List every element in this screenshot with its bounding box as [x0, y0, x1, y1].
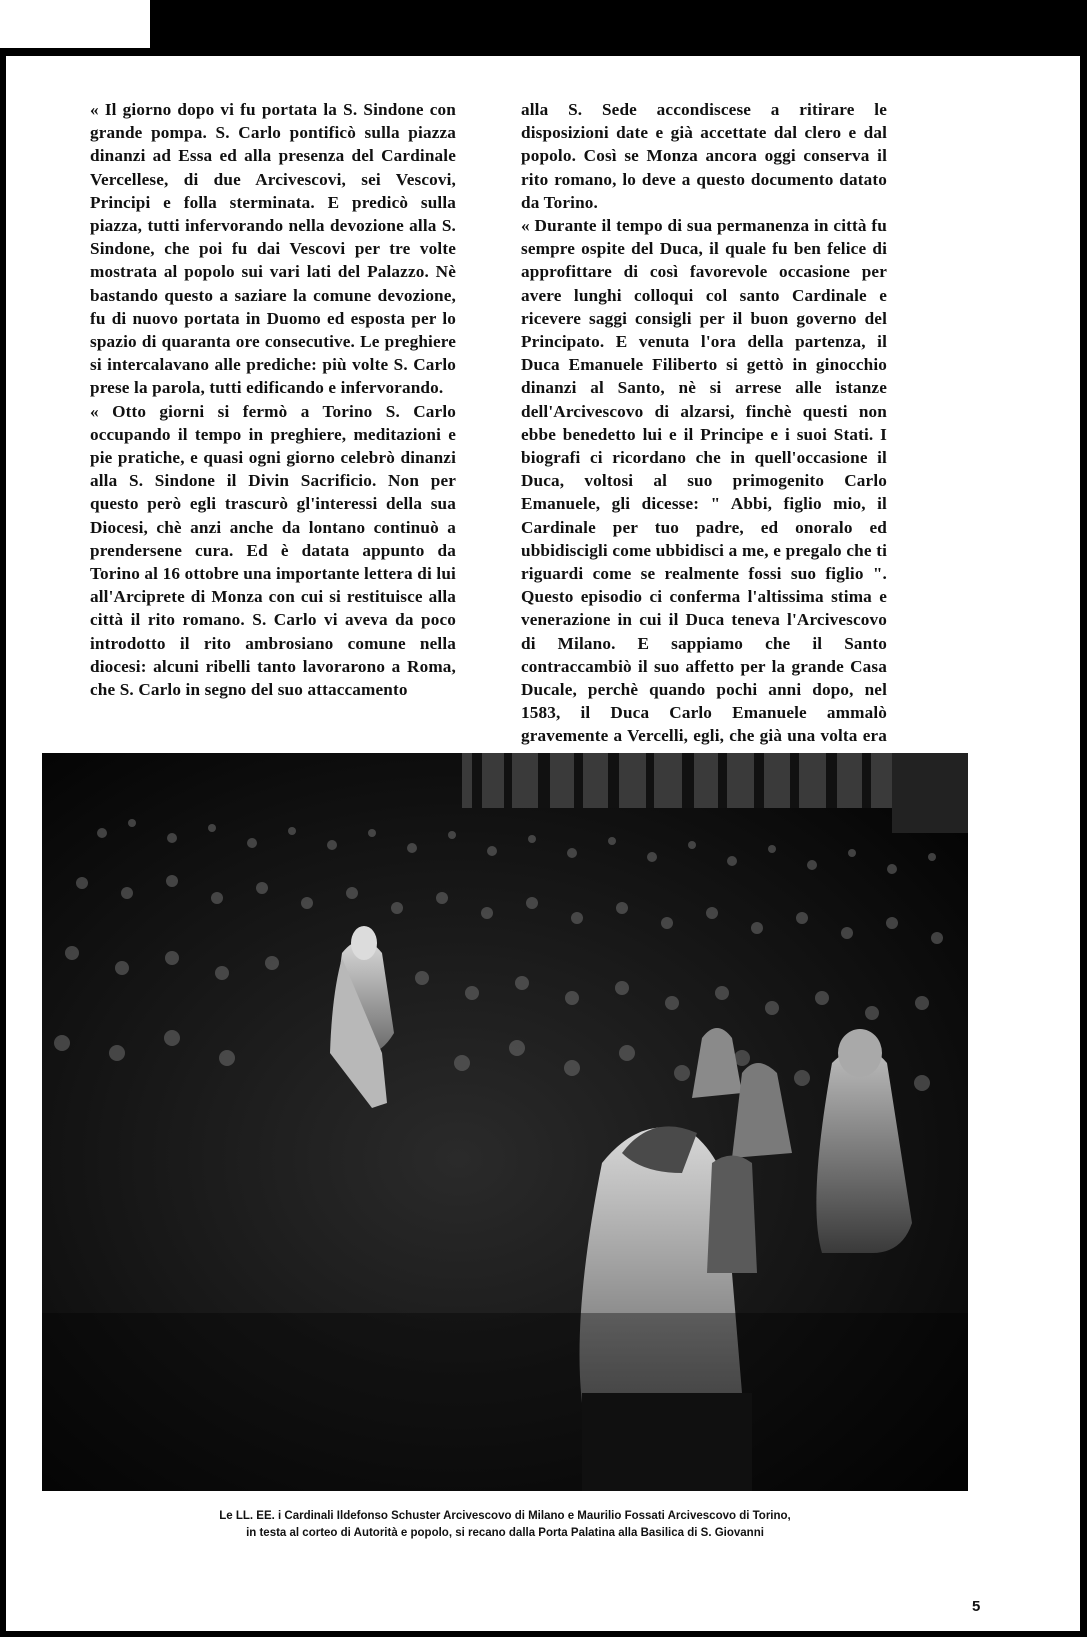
scan-top-border — [0, 0, 1087, 55]
procession-photo — [42, 753, 968, 1491]
paragraph-1: « Il giorno dopo vi fu portata la S. Sindone con grande pompa. S. Carlo pontificò sulla piazza dinanzi ad Essa ed alla presenza del Cardinale Vercellese, di due Arcivescovi, sei Vescovi, Principi e folla sterminata. E predicò sulla piazza, tutti infervorando nella devozione alla S. Sindone, che poi fu dai Vescovi per tre volte mostrata al popolo sui vari lati del Palazzo. Nè bastando questo a saziare la comune devozione, fu di nuovo portata in Duomo ed esposta per lo spazio di quaranta ore consecutive. Le preghiere si intercalavano alle prediche: più volte S. Carlo prese la parola, tutti edificando e infervorando. — [90, 100, 456, 398]
paragraph-4: « Durante il tempo di sua permanenza in città fu sempre ospite del Duca, il quale fu ben felice di approfittare di così favorevole occasione per avere lunghi colloqui col santo Cardinale e ricevere saggi consigli per il buon governo del Principato. E venuta l'ora della partenza, il Duca Emanuele Filiberto si gettò in ginocchio dinanzi al Santo, nè si arrese alle istanze dell'Arcivescovo di alzarsi, finchè questi non ebbe benedetto lui e il Principe e i suoi Stati. I biografi ci ricordano che in quell'occasione il Duca, voltosi al suo primogenito Carlo Emanuele, gli dicesse: " Abbi, figlio mio, il Cardinale per tuo padre, ed onoralo ed ubbidiscigli come ubbidisci a me, e pregalo che ti riguardi come se realmente fossi suo figlio ". Questo episodio ci conferma l'altissima stima e venerazione in cui il Duca teneva l'Arcivescovo di Milano. E sappiamo che il Santo contraccambiò il suo affetto per la grande Casa Ducale, perchè quando pochi anni dopo, nel 1583, il Duca Carlo Emanuele ammalò gravemente a Vercelli, egli, che già una volta era — [521, 216, 887, 746]
magazine-page — [6, 56, 1080, 1631]
procession-photo-image — [42, 753, 968, 1491]
paragraph-3: alla S. Sede accondiscese a ritirare le disposizioni date e già accettate dal clero e dal popolo. Così se Monza ancora oggi conserva il rito romano, lo deve a questo documento datato da Torino. — [521, 100, 887, 212]
photo-caption — [42, 1508, 968, 1542]
caption-line-2: in testa al corteo di Autorità e popolo, si recano dalla Porta Palatina alla Basilica di S. Giovanni — [246, 1527, 764, 1539]
caption-line-1: Le LL. EE. i Cardinali Ildefonso Schuster Arcivescovo di Milano e Maurilio Fossati Arcivescovo di Torino, — [219, 1510, 791, 1522]
article-right-column — [521, 98, 887, 771]
paragraph-2: « Otto giorni si fermò a Torino S. Carlo occupando il tempo in preghiere, meditazioni e pie pratiche, e quasi ogni giorno celebrò dinanzi alla S. Sindone il Divin Sacrificio. Non per questo però egli trascurò gl'interessi della sua Diocesi, chè anzi anche da lontano continuò a prendersene cura. Ed è datata appunto da Torino al 16 ottobre una importante lettera di lui all'Arciprete di Monza con cui si restituisce alla città il rito romano. S. Carlo vi aveva da poco introdotto il rito ambrosiano comune nella diocesi: alcuni ribelli tanto lavorarono a Roma, che S. Carlo in segno del suo attaccamento — [90, 401, 456, 700]
scan-corner-tab — [0, 0, 150, 48]
page-number: 5 — [972, 1598, 981, 1615]
article-left-column — [90, 98, 456, 701]
